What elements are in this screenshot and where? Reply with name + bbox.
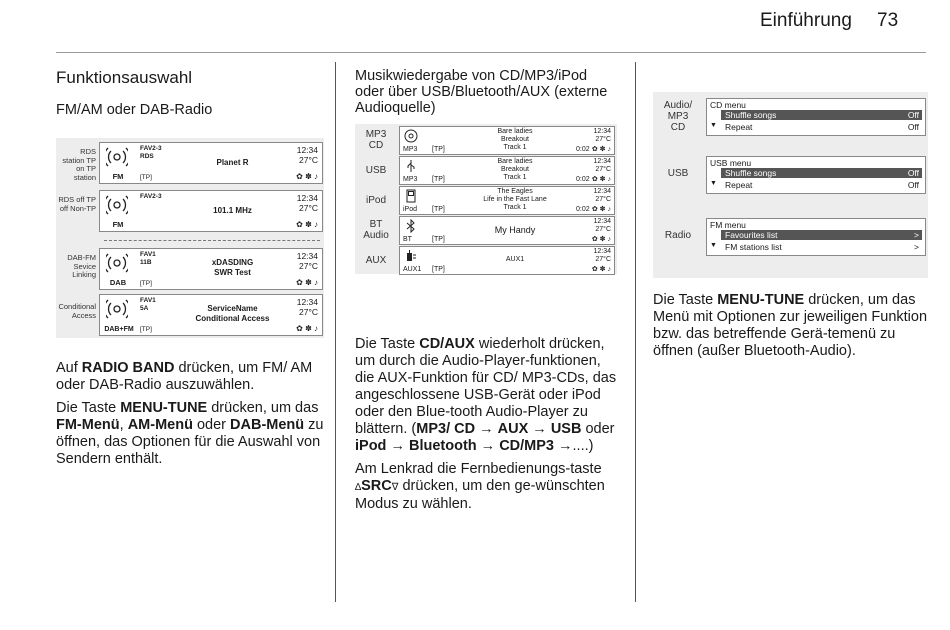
radio-display [99, 190, 323, 232]
band-label: FM [112, 172, 124, 181]
station-name: ServiceName Conditional Access [195, 304, 270, 323]
usb-icon [404, 159, 418, 173]
menu-item-highlighted: Shuffle songs Off [721, 168, 922, 178]
favourite-label: FAV2-3 RDS [140, 145, 162, 160]
radio-display [99, 142, 323, 184]
header-rule [56, 52, 926, 53]
menu-title: CD menu [710, 100, 746, 110]
status-icons: ✿ ✽ ♪ [296, 220, 318, 229]
menu-item: FM stations list > [725, 242, 919, 252]
audio-source-figure [355, 124, 617, 274]
source-label: BT Audio [363, 219, 389, 241]
menu-item: Repeat Off [725, 122, 919, 132]
column-1 [56, 68, 324, 474]
source-name: MP3 [403, 146, 418, 153]
chapter-title: Einführung [760, 10, 852, 31]
status-icons: ✿ ✽ ♪ [296, 324, 318, 333]
station-name: xDASDING SWR Test [211, 258, 254, 277]
menu-display [706, 218, 926, 256]
band-label: DAB+FM [104, 326, 134, 333]
tp-indicator: [TP] [432, 176, 445, 183]
radio-row-rds-off [56, 190, 324, 232]
band-label: DAB [109, 278, 127, 287]
clock-temp: 12:34 27°C [593, 248, 611, 263]
radio-display [99, 294, 323, 336]
subsection-heading: FM/AM oder DAB-Radio [56, 102, 213, 118]
tp-indicator: [TP] [432, 266, 445, 273]
aux-plug-icon [404, 249, 418, 263]
radio-row-dab-fm [56, 248, 324, 290]
source-row-usb [355, 156, 617, 184]
station-name: Planet R [216, 158, 249, 167]
track-info: The Eagles Life in the Fast Lane Track 1 [483, 188, 547, 211]
source-display [399, 216, 615, 245]
menu-title: USB menu [710, 158, 752, 168]
radio-row-label: DAB-FM Sevice Linking [67, 253, 96, 279]
elapsed-time: 0:02 [576, 146, 590, 153]
scroll-down-icon: ▼ [710, 122, 717, 129]
source-name: BT [403, 236, 412, 243]
menu-title: FM menu [710, 220, 746, 230]
menu-source-label: Audio/ MP3 CD [663, 100, 693, 133]
column-divider [635, 62, 636, 602]
track-info: Bare ladies Breakout Track 1 [497, 158, 533, 181]
ipod-icon [404, 189, 418, 203]
clock-temp: 12:34 27°C [296, 145, 318, 165]
source-row-mp3-cd [355, 126, 617, 154]
cd-icon [404, 129, 418, 143]
radio-row-rds-station [56, 142, 324, 184]
tp-indicator: [TP] [140, 174, 152, 181]
radio-antenna-icon [106, 298, 128, 320]
radio-display [99, 248, 323, 290]
menu-item-highlighted: Favourites list > [721, 230, 922, 240]
menu-source-label: USB [667, 168, 689, 179]
source-display [399, 126, 615, 155]
clock-temp: 12:34 27°C [593, 218, 611, 233]
station-frequency: 101.1 MHz [213, 206, 252, 215]
source-label: MP3 CD [365, 129, 387, 151]
scroll-down-icon: ▼ [710, 242, 717, 249]
radio-display-figure [56, 138, 324, 338]
status-icons: ✿ ✽ ♪ [591, 236, 611, 243]
source-name: iPod [403, 206, 418, 213]
paragraph-cd-aux: Die Taste CD/AUX wiederholt drücken, um durch die Audio-Player-funktionen, die AUX-Funktion für CD/ MP3-CDs, das angeschlossene USB-Gerät oder iPod oder den Blue-tooth Audio-Player zu blättern. (MP3/ CD → AUX → USB oder iPod → Bluetooth → CD/MP3 →....) [355, 336, 617, 454]
source-display [399, 186, 615, 215]
radio-row-label: Conditional Access [58, 302, 96, 320]
status-icons: ✿ ✽ ♪ [296, 278, 318, 287]
status-icons: ✿ ✽ ♪ [296, 172, 318, 181]
source-label: USB [365, 165, 387, 176]
up-arrow-icon: ∆ [355, 482, 362, 493]
column-divider [335, 62, 336, 602]
menu-source-label: Radio [664, 230, 692, 241]
page-number: 73 [877, 10, 899, 31]
menu-display [706, 156, 926, 194]
section-heading: Musikwiedergabe von CD/MP3/iPod oder über USB/Bluetooth/AUX (externe Audioquelle) [355, 68, 608, 116]
clock-temp: 12:34 27°C [296, 193, 318, 213]
source-name: AUX1 [403, 266, 422, 273]
source-info: AUX1 [505, 256, 525, 263]
source-row-aux [355, 246, 617, 274]
source-display [399, 156, 615, 185]
radio-row-label: RDS station TP on TP station [62, 147, 96, 182]
radio-antenna-icon [106, 194, 128, 216]
paragraph-steering-src: Am Lenkrad die Fernbedienungs-taste ∆SRC∇ drücken, um den ge-wünschten Modus zu wählen. [355, 461, 605, 512]
status-icons: ✿ ✽ ♪ [591, 266, 611, 273]
menu-item-highlighted: Shuffle songs Off [721, 110, 922, 120]
clock-temp: 12:34 27°C [593, 128, 611, 143]
menu-display [706, 98, 926, 136]
tp-indicator: [TP] [432, 206, 445, 213]
menu-item: Repeat Off [725, 180, 919, 190]
column-3 [653, 92, 928, 366]
source-row-ipod [355, 186, 617, 214]
source-row-bt-audio [355, 216, 617, 244]
radio-antenna-icon [106, 252, 128, 274]
status-icons: ✿ ✽ ♪ [591, 206, 611, 213]
tp-indicator: [TP] [432, 236, 445, 243]
source-display [399, 246, 615, 275]
tp-indicator: [TP] [140, 326, 152, 333]
button-name: RADIO BAND [81, 360, 175, 376]
paragraph-menu-tune: Die Taste MENU-TUNE drücken, um das FM-Menü, AM-Menü oder DAB-Menü zu öffnen, das Optionen für die Auswahl von Sendern enthält. [56, 400, 324, 467]
source-name: MP3 [403, 176, 418, 183]
clock-temp: 12:34 27°C [296, 297, 318, 317]
bluetooth-icon [404, 219, 418, 233]
clock-temp: 12:34 27°C [296, 251, 318, 271]
menu-figure [653, 92, 928, 278]
radio-row-label: RDS off TP off Non-TP [58, 195, 96, 213]
down-arrow-icon: ∇ [391, 482, 399, 493]
scroll-down-icon: ▼ [710, 180, 717, 187]
source-label: AUX [365, 255, 387, 266]
favourite-label: FAV2-3 [140, 193, 162, 200]
elapsed-time: 0:02 [576, 206, 590, 213]
clock-temp: 12:34 27°C [593, 158, 611, 173]
radio-row-conditional-access [56, 294, 324, 336]
dashed-divider [104, 240, 320, 241]
section-heading: Funktionsauswahl [56, 68, 193, 87]
tp-indicator: [TP] [140, 280, 152, 287]
tp-indicator: [TP] [432, 146, 445, 153]
paragraph-radio-band: Auf RADIO BAND drücken, um FM/ AM oder DAB-Radio auszuwählen. [56, 360, 313, 393]
radio-antenna-icon [106, 146, 128, 168]
band-label: FM [112, 220, 124, 229]
favourite-label: FAV1 5A [140, 297, 156, 312]
column-2 [355, 68, 617, 519]
source-label: iPod [365, 195, 386, 206]
track-info: Bare ladies Breakout Track 1 [497, 128, 533, 151]
clock-temp: 12:34 27°C [593, 188, 611, 203]
favourite-label: FAV1 11B [140, 251, 156, 266]
status-icons: ✿ ✽ ♪ [591, 176, 611, 183]
paragraph-menu-options: Die Taste MENU-TUNE drücken, um das Menü mit Optionen zur jeweiligen Funktion bzw. das betreffende Gerä-temenü zu öffnen (außer Bluetooth-Audio). [653, 292, 928, 359]
elapsed-time: 0:02 [576, 176, 590, 183]
device-name: My Handy [494, 225, 536, 235]
status-icons: ✿ ✽ ♪ [591, 146, 611, 153]
